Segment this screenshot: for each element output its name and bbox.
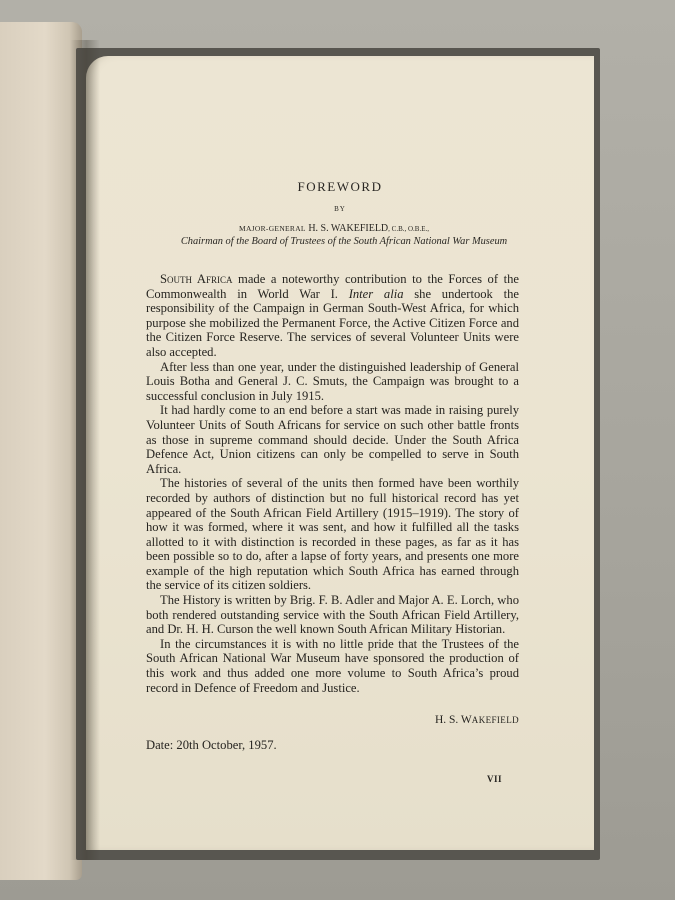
signature bbox=[146, 714, 519, 726]
paragraph-6: In the circumstances it is with no little pride that the Trustees of the South African National War Museum have sponsored the production of this work and thus added one more volume to South Africa’s proud record in Defence of Freedom and Justice. bbox=[146, 636, 519, 695]
author-affiliation: Chairman of the Board of Trustees of the South African National War Museum bbox=[180, 236, 508, 247]
paragraph-3: It had hardly come to an end before a start was made in raising purely Volunteer Units of South Africans for service on such other battle fronts as those in supreme command should decide. Under the South Africa Defence Act, Union citizens can only be compelled to serve in South Africa. bbox=[146, 403, 519, 476]
paragraph-1-lead: South Africa bbox=[160, 272, 233, 286]
paragraph-1-text-b: she undertook the responsibility of the Campaign in German South-West Africa, for which purpose she mobilized the Permanent Force, the Active Citizen Force and the Citizen Force Reserve. The services of several Volunteer Units were also accepted. bbox=[146, 286, 519, 359]
signature-surname: AKEFIELD bbox=[471, 715, 519, 725]
author-credentials: , C.B., O.B.E., bbox=[388, 225, 429, 233]
foreword-title: FOREWORD bbox=[297, 179, 383, 194]
spine-shadow bbox=[70, 40, 100, 860]
paragraph-1 bbox=[146, 272, 519, 360]
author-line bbox=[86, 223, 582, 234]
author-name: H. S. WAKEFIELD bbox=[308, 223, 389, 234]
paragraph-4: The histories of several of the units then formed have been worthily recorded by authors of distinction but no full historical record has yet appeared of the South African Field Artillery (1915–1919). The story of how it was formed, where it was sent, and how it fulfilled all the tasks allotted to it with distinction is recorded in these pages, as far as it has been possible so to do, after a lapse of forty years, and presents one more example of the high reputation which South Africa has earned through the service of its citizen soldiers. bbox=[146, 476, 519, 593]
foreword-body bbox=[146, 272, 519, 695]
date-line: Date: 20th October, 1957. bbox=[146, 738, 277, 752]
signature-initials: H. S. W bbox=[434, 714, 472, 726]
paragraph-1-text-a: made a noteworthy contribution to the Forces of the Commonwealth in World War I. bbox=[146, 272, 519, 301]
paragraph-2: After less than one year, under the distinguished leadership of General Louis Botha and General J. C. Smuts, the Campaign was brought to a successful conclusion in July 1915. bbox=[146, 359, 519, 403]
paragraph-1-italic: Inter alia bbox=[348, 286, 404, 301]
author-rank: MAJOR-GENERAL bbox=[239, 224, 306, 233]
paragraph-5: The History is written by Brig. F. B. Adler and Major A. E. Lorch, who both rendered outstanding service with the South African Field Artillery, and Dr. H. H. Curson the well known South African Military Historian. bbox=[146, 593, 519, 637]
page-number: VII bbox=[487, 774, 503, 784]
by-line: BY bbox=[334, 205, 346, 213]
